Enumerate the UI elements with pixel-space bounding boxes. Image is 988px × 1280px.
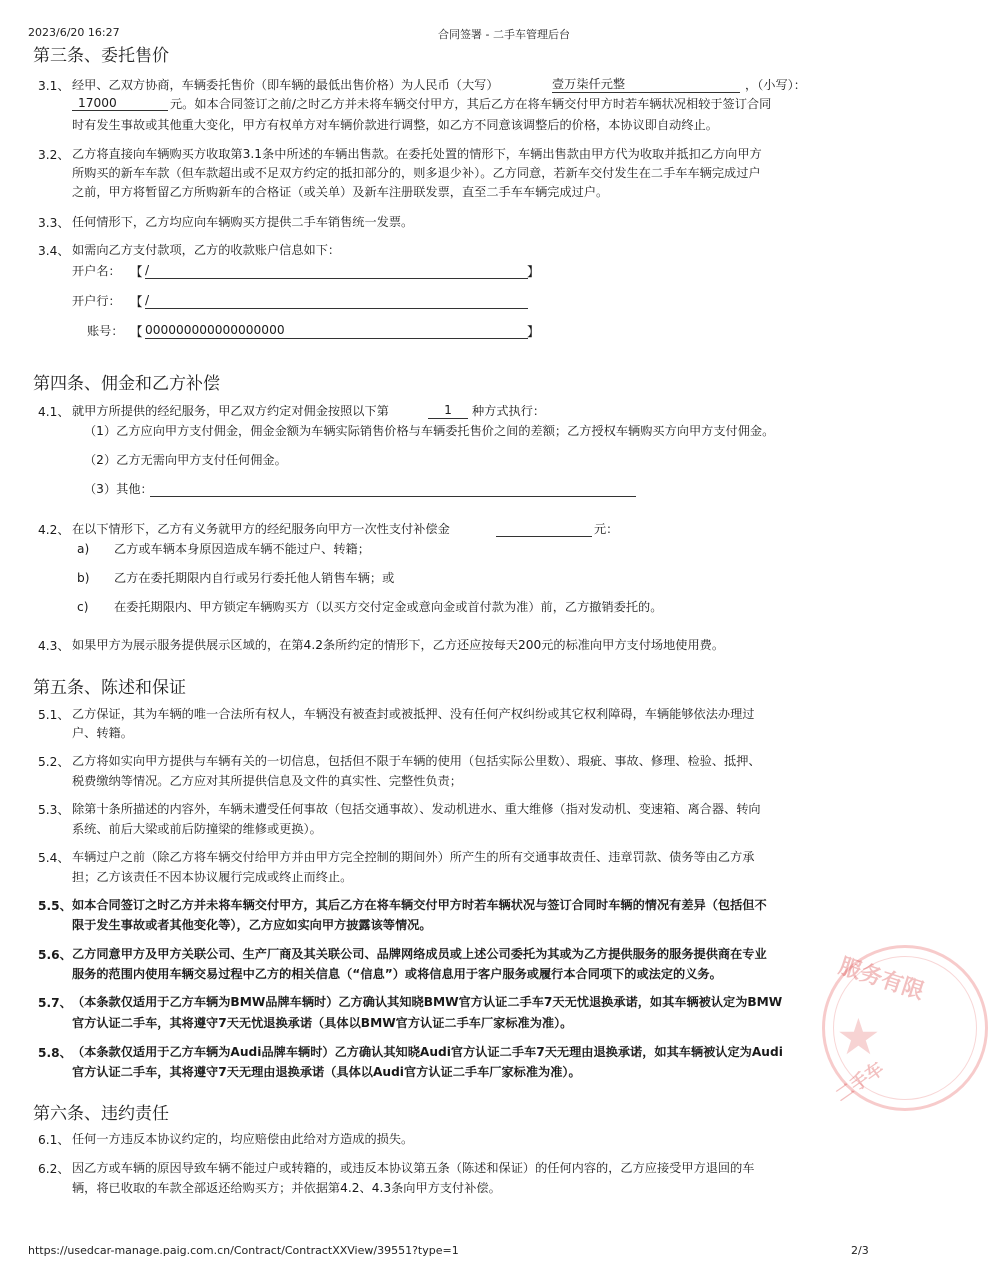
clause-text: 乙方同意甲方及甲方关联公司、生产厂商及其关联公司、品牌网络成员或上述公司委托为其或为乙方提供服务的服务提供商在专业 xyxy=(72,947,767,961)
clause-text: 户、转籍。 xyxy=(72,726,133,740)
account-name-label: 开户名： xyxy=(72,264,121,278)
clause-number: 3.1、 xyxy=(38,79,70,93)
clause-text: 所购买的新车车款（但车款超出或不足双方约定的抵扣部分的，则多退少补）。乙方同意，若新车交付发生在二手车车辆完成过户 xyxy=(72,166,761,180)
clause-number: 3.4、 xyxy=(38,244,70,258)
clause-number: 5.6、 xyxy=(38,948,72,962)
clause-text: 辆，将已收取的车款全部返还给购买方；并依据第4.2、4.3条向甲方支付补偿。 xyxy=(72,1181,501,1195)
clause-number: 4.1、 xyxy=(38,405,70,419)
clause-number: 5.7、 xyxy=(38,996,72,1010)
print-datetime: 2023/6/20 16:27 xyxy=(28,26,120,39)
bracket-open: 【 xyxy=(130,294,143,309)
option-3: （3）其他： xyxy=(84,482,153,496)
section-4-heading: 第四条、佣金和乙方补偿 xyxy=(33,374,220,394)
clause-text: （本条款仅适用于乙方车辆为BMW品牌车辆时）乙方确认其知晓BMW官方认证二手车7天无忧退换承诺，如其车辆被认定为BMW xyxy=(72,995,783,1009)
clause-number: 6.2、 xyxy=(38,1162,70,1176)
page-number: 2/3 xyxy=(851,1244,869,1257)
amount-lower-field: 17000 xyxy=(72,96,168,111)
clause-text: 乙方将如实向甲方提供与车辆有关的一切信息，包括但不限于车辆的使用（包括实际公里数）、瑕疵、事故、修理、检验、抵押、 xyxy=(72,754,761,768)
account-name-field: / xyxy=(145,263,528,279)
commission-method-field: 1 xyxy=(428,403,468,419)
account-number-field: 000000000000000000 xyxy=(145,323,528,339)
clause-text: 在以下情形下，乙方有义务就甲方的经纪服务向甲方一次性支付补偿金 xyxy=(72,522,450,536)
clause-number: 5.5、 xyxy=(38,899,72,913)
section-6-heading: 第六条、违约责任 xyxy=(33,1104,169,1124)
clause-number: 5.1、 xyxy=(38,708,70,722)
clause-text: 种方式执行： xyxy=(472,404,546,418)
section-5-heading: 第五条、陈述和保证 xyxy=(33,678,186,698)
clause-number: 6.1、 xyxy=(38,1133,70,1147)
clause-text: 如需向乙方支付款项，乙方的收款账户信息如下： xyxy=(72,243,341,257)
clause-text: 任何情形下，乙方均应向车辆购买方提供二手车销售统一发票。 xyxy=(72,215,414,229)
clause-text: 服务的范围内使用车辆交易过程中乙方的相关信息（“信息”）或将信息用于客户服务或履行本合同项下的或法定的义务。 xyxy=(72,967,722,981)
clause-text: 时有发生事故或其他重大变化，甲方有权单方对车辆价款进行调整，如乙方不同意该调整后的价格，本协议即自动终止。 xyxy=(72,118,718,132)
clause-text: 经甲、乙双方协商，车辆委托售价（即车辆的最低出售价格）为人民币（大写） xyxy=(72,78,499,92)
bracket-close: 】 xyxy=(527,264,540,279)
page-title: 合同签署 - 二手车管理后台 xyxy=(438,28,570,41)
clause-text: 官方认证二手车，其将遵守7天无理由退换承诺（具体以Audi官方认证二手车厂家标准为准）。 xyxy=(72,1065,581,1079)
clause-text: 就甲方所提供的经纪服务，甲乙双方约定对佣金按照以下第 xyxy=(72,404,389,418)
clause-text: 官方认证二手车，其将遵守7天无忧退换承诺（具体以BMW官方认证二手车厂家标准为准）。 xyxy=(72,1016,573,1030)
compensation-field xyxy=(496,521,592,537)
clause-text: 如本合同签订之时乙方并未将车辆交付甲方，其后乙方在将车辆交付甲方时若车辆状况与签订合同时车辆的情况有差异（包括但不 xyxy=(72,898,767,912)
clause-text: 车辆过户之前（除乙方将车辆交付给甲方并由甲方完全控制的期间外）所产生的所有交通事故责任、违章罚款、债务等由乙方承 xyxy=(72,850,755,864)
bank-field: / xyxy=(145,293,528,309)
option-2: （2）乙方无需向甲方支付任何佣金。 xyxy=(84,453,287,467)
clause-text: 元： xyxy=(594,522,619,536)
clause-text: （本条款仅适用于乙方车辆为Audi品牌车辆时）乙方确认其知晓Audi官方认证二手车7天无理由退换承诺，如其车辆被认定为Audi xyxy=(72,1045,783,1059)
item-label: b) xyxy=(77,571,90,585)
clause-text: ，（小写）： xyxy=(745,78,806,92)
option-1: （1）乙方应向甲方支付佣金，佣金金额为车辆实际销售价格与车辆委托售价之间的差额；乙方授权车辆购买方向甲方支付佣金。 xyxy=(84,424,775,438)
bank-label: 开户行： xyxy=(72,294,121,308)
bracket-open: 【 xyxy=(130,324,143,339)
page-url[interactable]: https://usedcar-manage.paig.com.cn/Contract/ContractXXView/39551?type=1 xyxy=(28,1244,459,1257)
clause-text: 乙方保证，其为车辆的唯一合法所有权人，车辆没有被查封或被抵押、没有任何产权纠纷或其它权利障碍，车辆能够依法办理过 xyxy=(72,707,755,721)
clause-number: 3.3、 xyxy=(38,216,70,230)
clause-text: 因乙方或车辆的原因导致车辆不能过户或转籍的，或违反本协议第五条（陈述和保证）的任何内容的，乙方应接受甲方退回的车 xyxy=(72,1161,755,1175)
seal-star-icon: ★ xyxy=(836,1008,881,1066)
bracket-close: 】 xyxy=(527,324,540,339)
account-number-label: 账号： xyxy=(87,324,124,338)
option-3-field xyxy=(150,481,636,497)
clause-number: 3.2、 xyxy=(38,148,70,162)
item-text: 在委托期限内、甲方锁定车辆购买方（以买方交付定金或意向金或首付款为准）前，乙方撤销委托的。 xyxy=(114,600,663,614)
clause-text: 担；乙方该责任不因本协议履行完成或终止而终止。 xyxy=(72,870,353,884)
clause-number: 4.3、 xyxy=(38,639,70,653)
clause-text: 除第十条所描述的内容外，车辆未遭受任何事故（包括交通事故）、发动机进水、重大维修（指对发动机、变速箱、离合器、转向 xyxy=(72,802,761,816)
clause-number: 5.3、 xyxy=(38,803,70,817)
bracket-open: 【 xyxy=(130,264,143,279)
clause-number: 4.2、 xyxy=(38,523,70,537)
section-3-heading: 第三条、委托售价 xyxy=(33,46,169,66)
item-label: a) xyxy=(77,542,90,556)
clause-text: 元。如本合同签订之前/之时乙方并未将车辆交付甲方，其后乙方在将车辆交付甲方时若车辆状况相较于签订合同 xyxy=(170,97,772,111)
amount-upper-field: 壹万柒仟元整 xyxy=(552,77,740,93)
clause-number: 5.2、 xyxy=(38,755,70,769)
clause-text: 之前，甲方将暂留乙方所购新车的合格证（或关单）及新车注册联发票，直至二手车车辆完成过户。 xyxy=(72,185,609,199)
clause-text: 乙方将直接向车辆购买方收取第3.1条中所述的车辆出售款。在委托处置的情形下，车辆出售款由甲方代为收取并抵扣乙方向甲方 xyxy=(72,147,762,161)
clause-number: 5.8、 xyxy=(38,1046,72,1060)
item-text: 乙方在委托期限内自行或另行委托他人销售车辆；或 xyxy=(114,571,395,585)
clause-number: 5.4、 xyxy=(38,851,70,865)
item-text: 乙方或车辆本身原因造成车辆不能过户、转籍； xyxy=(114,542,370,556)
clause-text: 任何一方违反本协议约定的，均应赔偿由此给对方造成的损失。 xyxy=(72,1132,414,1146)
clause-text: 系统、前后大梁或前后防撞梁的维修或更换）。 xyxy=(72,822,322,836)
clause-text: 限于发生事故或者其他变化等），乙方应如实向甲方披露该等情况。 xyxy=(72,918,432,932)
clause-text: 税费缴纳等情况。乙方应对其所提供信息及文件的真实性、完整性负责； xyxy=(72,774,462,788)
clause-text: 如果甲方为展示服务提供展示区域的，在第4.2条所约定的情形下，乙方还应按每天200元的标准向甲方支付场地使用费。 xyxy=(72,638,725,652)
item-label: c) xyxy=(77,600,89,614)
